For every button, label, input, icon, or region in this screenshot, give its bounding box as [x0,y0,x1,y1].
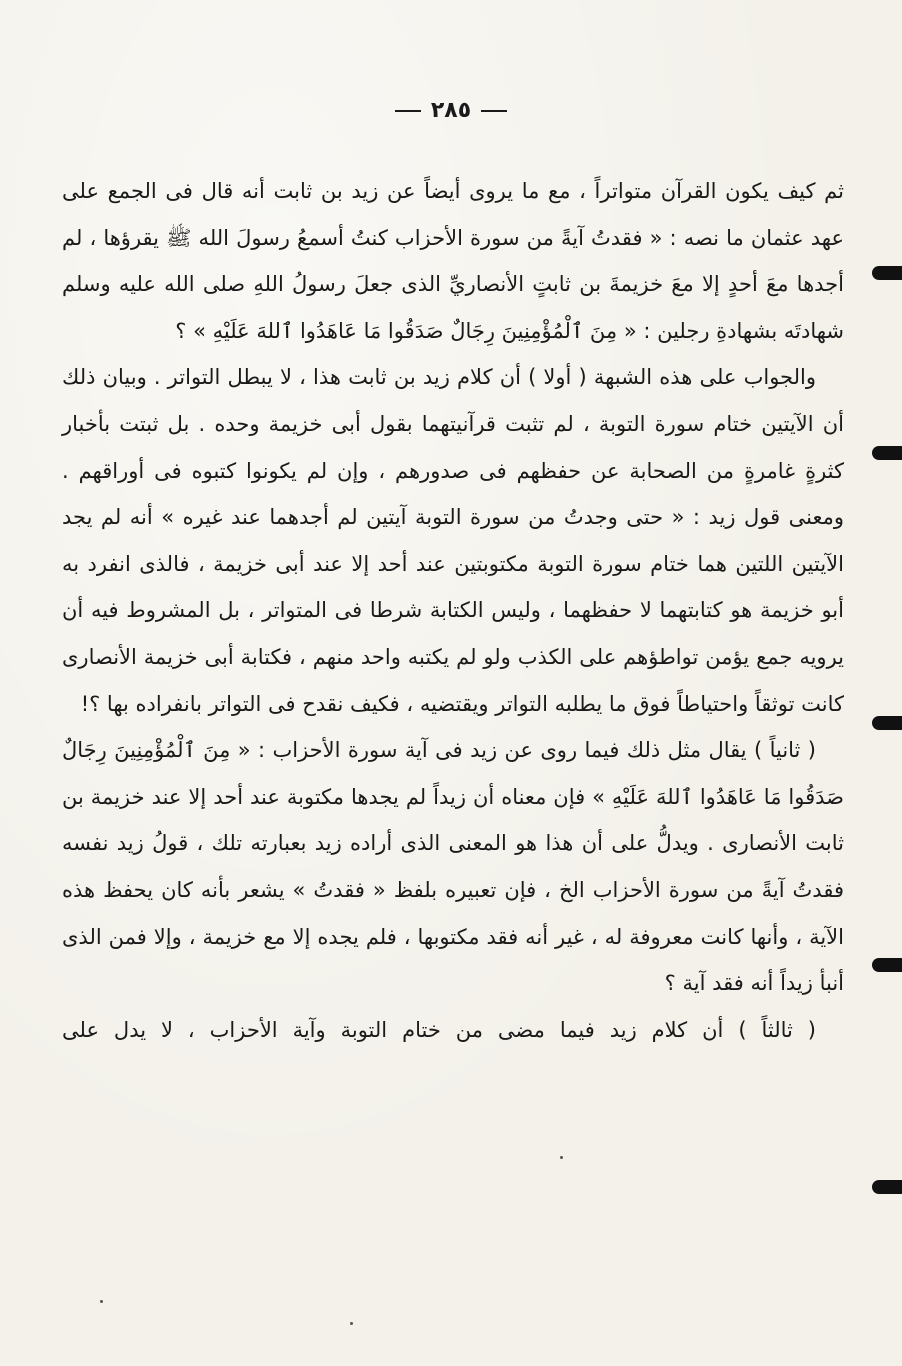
page-number-dash-right [481,110,507,112]
page-number [0,98,902,123]
paragraph-answer-second: ( ثانياً ) يقال مثل ذلك فيما روى عن زيد فى آية سورة الأحزاب : « مِنَ ٱلْمُؤْمِنِينَ رِجَالٌ صَدَقُوا مَا عَاهَدُوا ٱللهَ عَلَيْهِ » فإن معناه أن زيداً لم يجدها مكتوبة عند أحد إلا عند خزيمة بن ثابت الأنصارى . ويدلُّ على أن هذا هو المعنى الذى أراده زيد بعبارته تلك ، قولُ زيد نفسه فقدتُ آيةً من سورة الأحزاب الخ ، فإن تعبيره بلفظ « فقدتُ » يشعر بأنه كان يحفظ هذه الآية ، وأنها كانت معروفة له ، غير أنه فقد مكتوبها ، فلم يجده إلا مع خزيمة ، وإلا فمن الذى أنبأ زيداً أنه فقد آية ؟ [62,738,844,996]
margin-punch-mark [872,716,902,730]
body-text [62,168,844,1053]
page-number-value: ٢٨٥ [430,98,472,123]
paper-speck [560,1156,563,1159]
paper-speck [350,1322,353,1325]
paragraph-answer-first: والجواب على هذه الشبهة ( أولا ) أن كلام زيد بن ثابت هذا ، لا يبطل التواتر . وبيان ذلك أن الآيتين ختام سورة التوبة ، لم تثبت قرآنيتهما بقول أبى خزيمة وحده . بل ثبتت بأخبار كثرةٍ غامرةٍ من الصحابة عن حفظهم فى صدورهم ، وإن لم يكونوا كتبوه فى أوراقهم . ومعنى قول زيد : « حتى وجدتُ من سورة التوبة آيتين لم أجدهما عند غيره » أنه لم يجد الآيتين اللتين هما ختام سورة التوبة مكتوبتين عند أحد إلا عند أبى خزيمة ، فالذى انفرد به أبو خزيمة هو كتابتهما لا حفظهما ، وليس الكتابة شرطا فى المتواتر ، بل المشروط فيه أن يرويه جمع يؤمن تواطؤهم على الكذب ولو لم يكتبه واحد منهم ، فكتابة أبى خزيمة الأنصارى كانت توثقاً واحتياطاً فوق ما يطلبه التواتر ويقتضيه ، فكيف نقدح فى التواتر بانفراده بها ؟! [62,365,844,716]
margin-punch-mark [872,266,902,280]
margin-punch-mark [872,958,902,972]
paper-speck [100,1300,103,1303]
page-number-dash-left [395,110,421,112]
paragraph-question: ثم كيف يكون القرآن متواتراً ، مع ما يروى أيضاً عن زيد بن ثابت أنه قال فى الجمع على عهد عثمان ما نصه : « فقدتُ آيةً من سورة الأحزاب كنتُ أسمعُ رسولَ الله ﷺ يقرؤها ، لم أجدها معَ أحدٍ إلا معَ خزيمةَ بن ثابتٍ الأنصاريِّ الذى جعلَ رسولُ اللهِ صلى الله عليه وسلم شهادتَه بشهادةِ رجلين : « مِنَ ٱلْمُؤْمِنِينَ رِجَالٌ صَدَقُوا مَا عَاهَدُوا ٱللهَ عَلَيْهِ » ؟ [62,179,844,343]
paragraph-answer-third: ( ثالثاً ) أن كلام زيد فيما مضى من ختام التوبة وآية الأحزاب ، لا يدل على [62,1017,816,1042]
margin-punch-mark [872,1180,902,1194]
margin-punch-mark [872,446,902,460]
